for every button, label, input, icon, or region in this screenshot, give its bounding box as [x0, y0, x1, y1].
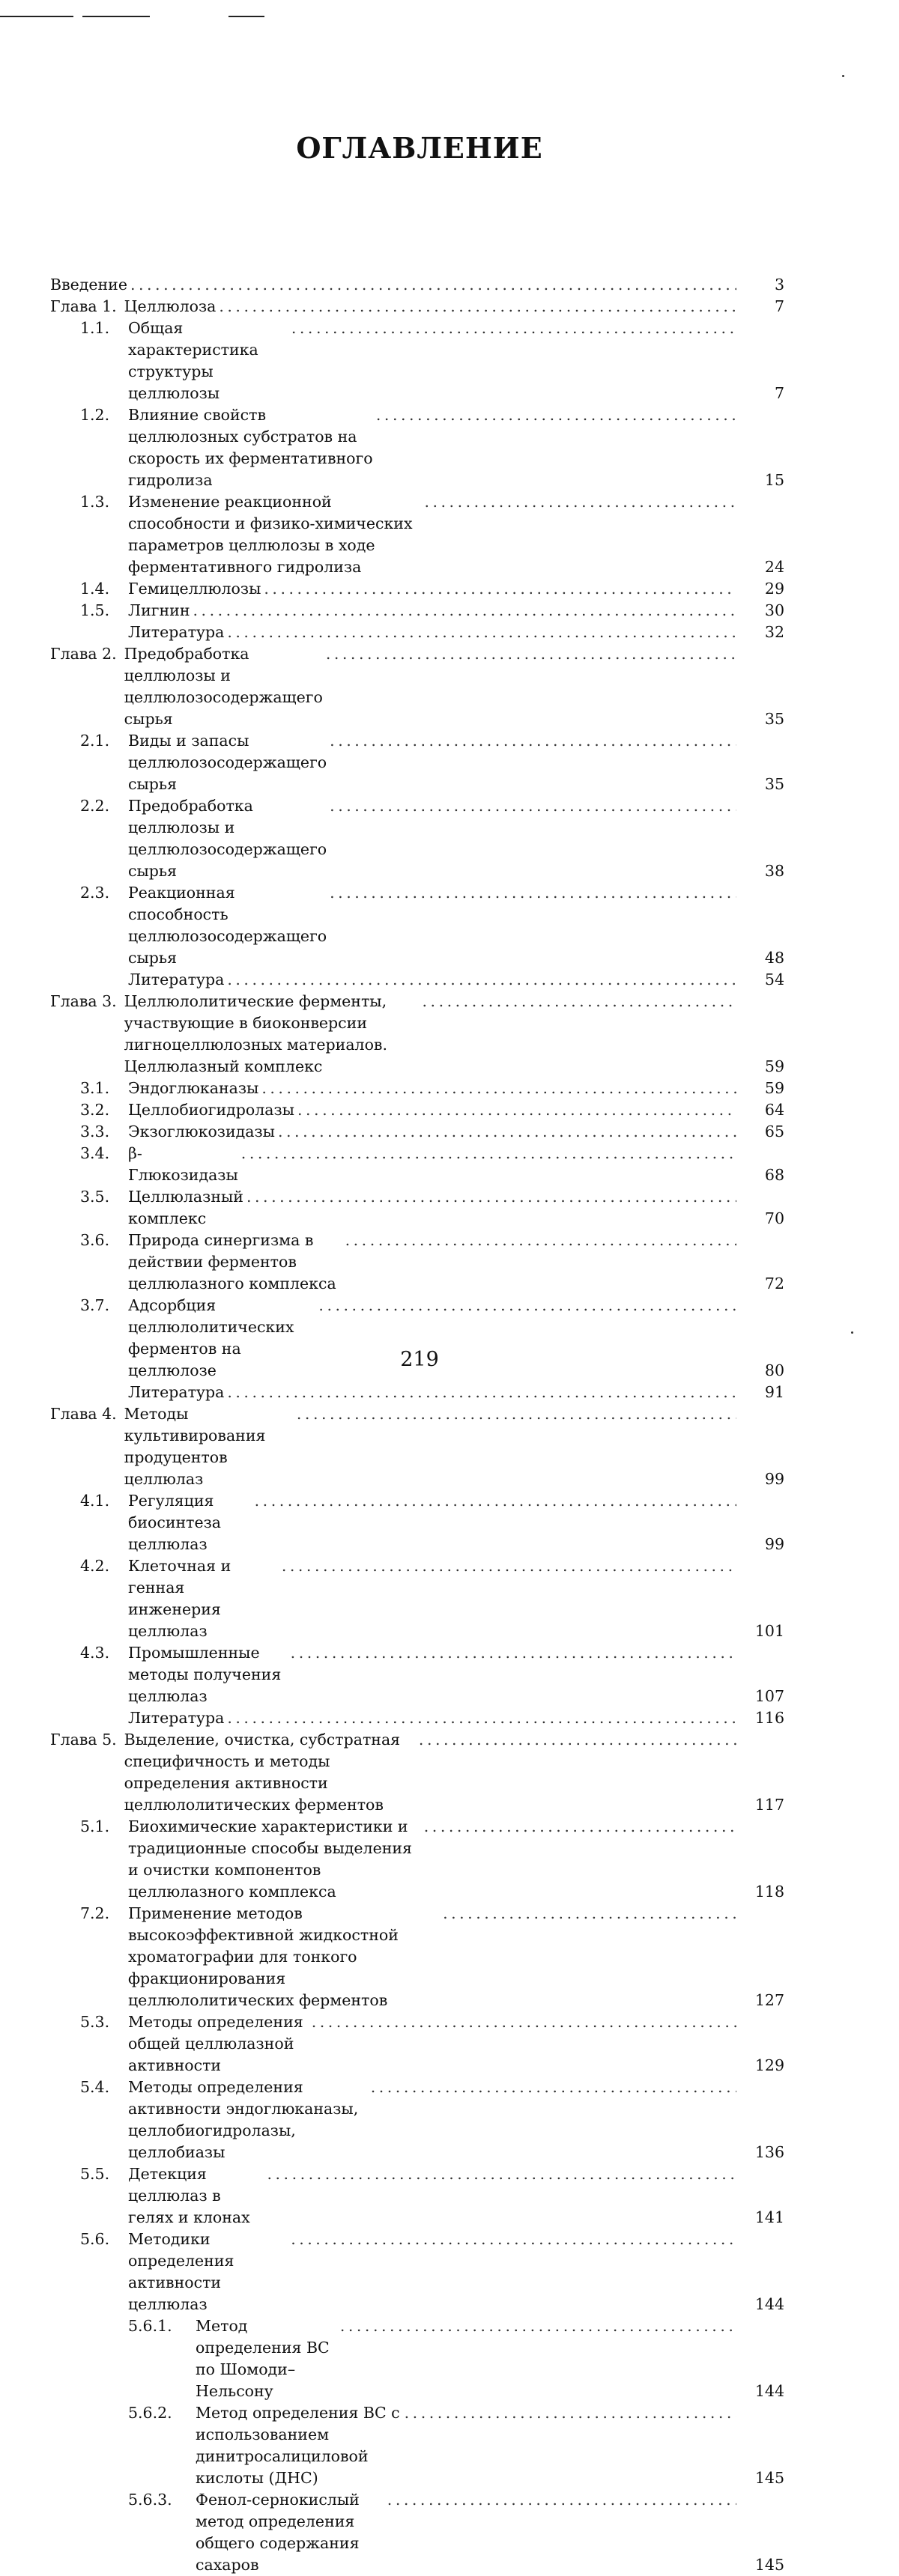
toc-entry-number: 2.1. — [80, 732, 110, 750]
toc-entry — [50, 2402, 784, 2489]
toc-entry-number: 1.2. — [80, 406, 110, 424]
toc-entry-number: 5.4. — [80, 2078, 110, 2096]
toc-entry-title: Природа синергизма в действии ферментов целлюлазного комплекса — [128, 1231, 336, 1292]
toc-entry-title: Применение методов высокоэффективной жидкостной хроматографии для тонкого фракционирования целлюлолитических ферментов — [128, 1904, 399, 2009]
toc-entry-number: 5.5. — [80, 2165, 110, 2183]
toc-entry-title: Фенол-сернокислый метод определения общего содержания сахаров — [196, 2491, 360, 2574]
toc-entry — [50, 296, 784, 318]
toc-entry — [50, 2489, 784, 2576]
toc-entry-title: Методы определения активности эндоглюканазы, целлобиогидролазы, целлобиазы — [128, 2078, 359, 2161]
toc-entry-title: Метод определения ВС по Шомоди–Нельсону — [196, 2317, 330, 2400]
toc-entry-title: Целлюлолитические ферменты, участвующие в биоконверсии лигноцеллюлозных материалов. Целлюлазный комплекс — [124, 992, 387, 1075]
top-rule-left — [0, 16, 73, 17]
toc-entry — [50, 969, 784, 991]
toc-entry — [50, 1490, 784, 1555]
toc-entry-page: 48 — [764, 949, 784, 967]
toc-entry — [50, 1729, 784, 1816]
dot-leader — [278, 1121, 736, 1143]
toc-entry-page: 24 — [764, 558, 784, 576]
toc-entry-page: 35 — [764, 775, 784, 793]
toc-entry-title: Предобработка целлюлозы и целлюлозосодержащего сырья — [128, 797, 327, 880]
dot-leader — [267, 2163, 736, 2185]
toc-entry-number: 3.4. — [80, 1144, 110, 1162]
toc-entry — [50, 2163, 784, 2229]
dot-leader — [255, 1490, 736, 1512]
toc-entry-page: 29 — [764, 580, 784, 598]
toc-entry-title: Промышленные методы получения целлюлаз — [128, 1644, 282, 1705]
dot-leader — [376, 404, 736, 426]
toc-entry-page: 7 — [774, 384, 784, 402]
toc-entry-number: 1.4. — [80, 580, 110, 598]
dot-leader — [423, 991, 736, 1012]
toc-entry-number: Глава 5. — [50, 1731, 117, 1749]
toc-entry-number: Глава 2. — [50, 645, 117, 663]
dot-leader — [282, 1555, 736, 1577]
toc-entry — [50, 491, 784, 578]
toc-entry-number: Глава 1. — [50, 297, 117, 315]
dot-leader — [345, 1230, 736, 1251]
dot-leader — [424, 491, 736, 513]
toc-entry-number: Глава 4. — [50, 1405, 117, 1423]
toc-entry-page: 32 — [764, 623, 784, 641]
toc-entry-page: 145 — [754, 2556, 784, 2574]
toc-entry — [50, 622, 784, 643]
toc-entry — [50, 1121, 784, 1143]
toc-entry-page: 118 — [754, 1883, 784, 1901]
dot-leader — [241, 1143, 736, 1164]
toc-entry-page: 30 — [764, 601, 784, 619]
dot-leader — [312, 2011, 736, 2033]
toc-entry-title: Предобработка целлюлозы и целлюлозосодержащего сырья — [124, 645, 323, 728]
toc-entry-number: Глава 3. — [50, 992, 117, 1010]
dot-leader — [326, 643, 736, 665]
toc-entry-number: 1.1. — [80, 319, 110, 337]
dot-leader — [227, 1382, 736, 1403]
toc-entry — [50, 600, 784, 622]
dot-leader — [330, 730, 736, 752]
toc-entry-number: 7.2. — [80, 1904, 110, 1922]
dot-leader — [405, 2402, 736, 2424]
toc-entry-number: 3.2. — [80, 1101, 110, 1119]
toc-entry — [50, 1707, 784, 1729]
toc-entry-title: Целлюлазный комплекс — [128, 1188, 243, 1227]
toc-entry-title: Введение — [50, 276, 127, 294]
toc-entry — [50, 1230, 784, 1295]
toc-entry-title: Адсорбция целлюлолитических ферментов на целлюлозе — [128, 1296, 294, 1379]
toc-entry-title: Гемицеллюлозы — [128, 580, 261, 598]
toc-entry — [50, 1903, 784, 2011]
toc-entry-title: Методики определения активности целлюлаз — [128, 2230, 234, 2313]
toc-entry-number: 5.6.1. — [128, 2317, 172, 2335]
toc-entry — [50, 991, 784, 1078]
toc-entry-number: 3.7. — [80, 1296, 110, 1314]
dot-leader — [291, 318, 736, 339]
toc-entry-title: Методы культивирования продуцентов целлюлаз — [124, 1405, 266, 1488]
toc-entry-page: 101 — [754, 1622, 784, 1640]
dot-leader — [264, 578, 736, 600]
dot-leader — [291, 1642, 736, 1664]
toc-entry-number: 1.3. — [80, 493, 110, 511]
toc-entry-page: 59 — [764, 1079, 784, 1097]
top-rule-right — [228, 16, 264, 17]
toc-entry-page: 145 — [754, 2469, 784, 2487]
toc-entry-number: 1.5. — [80, 601, 110, 619]
table-of-contents — [50, 274, 784, 2576]
toc-entry-page: 15 — [764, 471, 784, 489]
toc-entry-title: Методы определения общей целлюлазной активности — [128, 2013, 303, 2074]
toc-entry — [50, 1642, 784, 1707]
dot-leader — [193, 600, 736, 622]
toc-entry-number: 5.6.3. — [128, 2491, 172, 2509]
toc-entry — [50, 2315, 784, 2402]
toc-entry-title: Изменение реакционной способности и физико-химических параметров целлюлозы в ходе ферментативного гидролиза — [128, 493, 413, 576]
toc-entry-page: 3 — [774, 276, 784, 294]
toc-entry-title: Регуляция биосинтеза целлюлаз — [128, 1492, 222, 1553]
toc-entry-page: 64 — [764, 1101, 784, 1119]
dot-leader — [297, 1403, 736, 1425]
toc-entry-title: Виды и запасы целлюлозосодержащего сырья — [128, 732, 327, 793]
toc-entry-title: Литература — [128, 1709, 225, 1727]
toc-entry-page: 116 — [754, 1709, 784, 1727]
toc-entry-title: Метод определения ВС с использованием динитросалициловой кислоты (ДНС) — [196, 2404, 400, 2487]
toc-entry-title: Литература — [128, 1383, 225, 1401]
toc-entry — [50, 1078, 784, 1099]
toc-entry-page: 72 — [764, 1275, 784, 1292]
toc-entry-page: 54 — [764, 970, 784, 988]
toc-entry-number: 4.3. — [80, 1644, 110, 1662]
scan-speck — [842, 75, 844, 77]
toc-entry — [50, 1143, 784, 1186]
dot-leader — [246, 1186, 736, 1208]
page-number: 219 — [400, 1348, 439, 1371]
dot-leader — [318, 1295, 736, 1316]
toc-entry — [50, 643, 784, 730]
toc-entry-page: 107 — [754, 1687, 784, 1705]
dot-leader — [219, 296, 736, 318]
toc-entry-number: 3.1. — [80, 1079, 110, 1097]
toc-entry — [50, 2077, 784, 2163]
toc-entry-title: Биохимические характеристики и традиционные способы выделения и очистки компонентов целлюлазного комплекса — [128, 1817, 412, 1901]
toc-entry-title: Целлобиогидролазы — [128, 1101, 294, 1119]
dot-leader — [227, 1707, 736, 1729]
dot-leader — [424, 1816, 736, 1838]
toc-entry — [50, 882, 784, 969]
toc-entry — [50, 2011, 784, 2077]
toc-entry-number: 2.3. — [80, 884, 110, 902]
page-title: ОГЛАВЛЕНИЕ — [296, 131, 543, 165]
dot-leader — [419, 1729, 736, 1751]
toc-entry-page: 129 — [754, 2056, 784, 2074]
dot-leader — [227, 622, 736, 643]
toc-entry — [50, 1186, 784, 1230]
toc-entry-title: Влияние свойств целлюлозных субстратов на скорость их ферментативного гидролиза — [128, 406, 373, 489]
dot-leader — [291, 2229, 736, 2250]
toc-entry-page: 59 — [764, 1057, 784, 1075]
toc-entry-title: Лигнин — [128, 601, 190, 619]
toc-entry — [50, 578, 784, 600]
toc-entry-page: 38 — [764, 862, 784, 880]
scan-speck — [851, 1331, 853, 1334]
toc-entry — [50, 795, 784, 882]
toc-entry-number: 5.3. — [80, 2013, 110, 2031]
toc-entry-number: 2.2. — [80, 797, 110, 815]
dot-leader — [443, 1903, 736, 1925]
toc-entry — [50, 318, 784, 404]
toc-entry-number: 5.6.2. — [128, 2404, 172, 2422]
toc-entry-number: 3.5. — [80, 1188, 110, 1206]
toc-entry-title: Реакционная способность целлюлозосодержащего сырья — [128, 884, 327, 967]
toc-entry-page: 70 — [764, 1209, 784, 1227]
toc-entry-title: Выделение, очистка, субстратная специфичность и методы определения активности целлюлолитических ферментов — [124, 1731, 401, 1814]
toc-entry — [50, 274, 784, 296]
toc-entry — [50, 730, 784, 795]
toc-entry-title: Литература — [128, 970, 225, 988]
toc-entry — [50, 1816, 784, 1903]
toc-entry — [50, 1403, 784, 1490]
toc-entry-page: 65 — [764, 1123, 784, 1140]
toc-entry — [50, 1555, 784, 1642]
toc-entry — [50, 1099, 784, 1121]
toc-entry-page: 35 — [764, 710, 784, 728]
dot-leader — [387, 2489, 736, 2511]
toc-entry-title: Литература — [128, 623, 225, 641]
toc-entry-title: Общая характеристика структуры целлюлозы — [128, 319, 258, 402]
dot-leader — [261, 1078, 736, 1099]
toc-entry-title: Детекция целлюлаз в гелях и клонах — [128, 2165, 250, 2226]
toc-entry-page: 91 — [764, 1383, 784, 1401]
toc-entry-title: Эндоглюканазы — [128, 1079, 259, 1097]
toc-entry-title: β-Глюкозидазы — [128, 1144, 238, 1184]
toc-entry-page: 7 — [774, 297, 784, 315]
dot-leader — [227, 969, 736, 991]
toc-entry-title: Экзоглюкозидазы — [128, 1123, 275, 1140]
toc-entry-page: 99 — [764, 1535, 784, 1553]
top-rule-middle — [82, 16, 150, 17]
toc-entry-page: 144 — [754, 2382, 784, 2400]
toc-entry-page: 99 — [764, 1470, 784, 1488]
toc-entry-title: Клеточная и генная инженерия целлюлаз — [128, 1557, 231, 1640]
toc-entry — [50, 2229, 784, 2315]
toc-entry-number: 4.1. — [80, 1492, 110, 1510]
dot-leader — [330, 795, 736, 817]
toc-entry-page: 127 — [754, 1991, 784, 2009]
dot-leader — [330, 882, 736, 904]
toc-entry-page: 141 — [754, 2208, 784, 2226]
dot-leader — [371, 2077, 736, 2098]
toc-entry — [50, 404, 784, 491]
toc-entry-page: 80 — [764, 1361, 784, 1379]
toc-entry-page: 68 — [764, 1166, 784, 1184]
toc-entry-number: 3.3. — [80, 1123, 110, 1140]
toc-entry — [50, 1382, 784, 1403]
toc-entry-title: Целлюлоза — [124, 297, 217, 315]
toc-entry-number: 5.6. — [80, 2230, 110, 2248]
toc-entry-page: 117 — [754, 1796, 784, 1814]
toc-entry-page: 136 — [754, 2143, 784, 2161]
dot-leader — [130, 274, 736, 296]
toc-entry-number: 4.2. — [80, 1557, 110, 1575]
dot-leader — [297, 1099, 736, 1121]
toc-entry-number: 5.1. — [80, 1817, 110, 1835]
dot-leader — [340, 2315, 736, 2337]
toc-entry-page: 144 — [754, 2295, 784, 2313]
toc-entry-number: 3.6. — [80, 1231, 110, 1249]
